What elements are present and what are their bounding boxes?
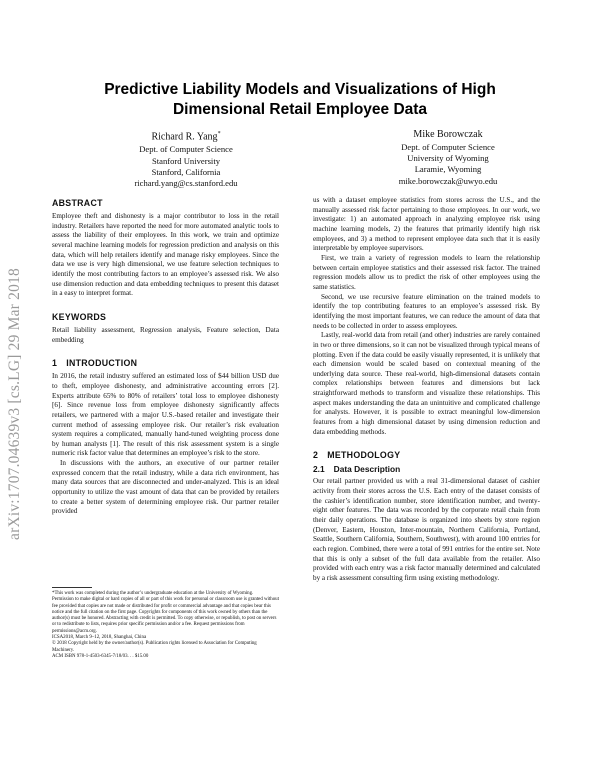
author-block-2 xyxy=(348,128,548,187)
keywords-text: Retail liability assessment, Regression analysis, Feature selection, Data embedding xyxy=(52,325,279,344)
intro-paragraph-4: First, we train a variety of regression models to learn the relationship between certain employee statistics and their assessed risk factor. The trained regression models allow us to predict the risk of other employees using the same statistics. xyxy=(313,253,540,291)
right-column xyxy=(313,196,540,584)
footnote-copyright: © 2018 Copyright held by the owner/author(s). Publication rights licensed to Association for Computing Machinery. xyxy=(52,641,257,653)
footnote-conference: ICSA2018, March 9–12, 2018, Shanghai, China xyxy=(52,635,147,641)
keywords-heading: KEYWORDS xyxy=(52,311,107,322)
author-affiliation-dept: Dept. of Computer Science xyxy=(139,144,233,155)
author-affiliation-dept: Dept. of Computer Science xyxy=(401,142,495,152)
author-affiliation-univ: University of Wyoming xyxy=(407,153,489,164)
footnotes xyxy=(52,587,279,660)
arxiv-stamp: arXiv:1707.04639v3 [cs.LG] 29 Mar 2018 xyxy=(6,268,23,540)
intro-paragraph-6: Lastly, real-world data from retail (and other) industries are rarely contained in two or three dimensions, so it can not be visualized through typical means of plotting. Even if the data could be easily visually represented, it is unlikely that each dimension would be scaled based on contextual meaning of the underlying data source. These real-world, high-dimensional datasets contain complex relationships between features and dimensions but lack straightforward methods to transform and visualize these relationships. This aspect makes understanding the data an unintuitive and complicated challenge for analysts. However, it is possible to extract meaningful low-dimension features from a high dimensional dataset by using dimension reduction and data embedding methods. xyxy=(313,331,540,436)
footnote-permission: Permission to make digital or hard copies of all or part of this work for personal or classroom use is granted without fee provided that copies are not made or distributed for profit or commercial advantage and that copies bear this notice and the full citation on the first page. Copyrights for components of this work owned by others than the author(s) must be honored. Abstracting with credit is permitted. To copy otherwise, or republish, to post on servers or to redistribute to lists, requires prior specific permission and/or a fee. Request permissions from permissions@acm.org. xyxy=(52,597,279,634)
author-email: mike.borowczak@uwyo.edu xyxy=(398,175,498,186)
intro-paragraph-1: In 2016, the retail industry suffered an estimated loss of $44 billion USD due to theft, employee dishonesty, and administrative accounting errors [2]. Experts attribute 65% to 80% of retailers’ total loss to employee dishonesty [6]. Since revenue loss from employee dishonesty significantly affects retailers, we partnered with a major U.S.-based retailer and investigate their current method of assessing employee risk. Our retailer’s risk evaluation system requires a complicated, manually hand-tuned weighting process done by human analysts [1]. The result of this risk assessment system is a single numeric risk factor value that determines an employee’s risk to the store. xyxy=(52,372,279,458)
footnote-rule xyxy=(52,587,92,588)
intro-paragraph-3: us with a dataset employee statistics from stores across the U.S., and the manually assessed risk factor pertaining to those employees. In our work, we investigate: 1) an automated approach in analyzing employee risk using machine learning models, 2) the features that primarily identify high risk employees, and 3) a method to represent employee data such that it is easily interpretable by employee supervisors. xyxy=(313,196,540,253)
intro-paragraph-2: In discussions with the authors, an executive of our partner retailer expressed concern that the retail industry, while a data rich environment, has many data sources that are disconnected and under-analyzed. This is an ideal opportunity to utilize the vast amount of data that can be provided by retailers to create a better system of determining employee risk. Our partner retailer provided xyxy=(52,459,279,516)
methodology-heading: 2 METHODOLOGY xyxy=(313,450,401,461)
methodology-paragraph-1: Our retail partner provided us with a real 31-dimensional dataset of cashier activity from their stores across the U.S. Each entry of the dataset consists of the cashier’s identification number, store identification number, and twenty-eight other features. The data was recorded by the corporate retail chain from their daily operations. The database is organized into sheets by store region (Denver, Eastern, Houston, Inter-mountain, Northern California, Portland, Seattle, Southern California, Southern, Southwest), with around 100 entries for each region. Combined, there were a total of 991 entries for the entire set. Note that this is only a subset of the full data available from the retailer. Also provided with each entry was a risk factor manually determined and calculated by a risk assessment consulting firm using existing methodology. xyxy=(313,477,540,582)
author-location: Stanford, California xyxy=(151,166,221,177)
abstract-text: Employee theft and dishonesty is a major contributor to loss in the retail industry. Retailers have reported the need for more automated analytic tools to assess the liability of their employees. In this work, we train and optimize several machine learning models for regression prediction and analysis on this data, which will help retailers identify and manage risky employees. Since the data we use is very high dimensional, we use feature selection techniques to identify the most contributing factors to an employee’s assessed risk. We also use dimension reduction and data embedding techniques to present this dataset in a easy to interpret format. xyxy=(52,212,279,298)
author-affiliation-univ: Stanford University xyxy=(151,155,221,166)
author-location: Laramie, Wyoming xyxy=(414,164,482,175)
author-name: Mike Borowczak xyxy=(413,129,483,140)
data-description-heading: 2.1 Data Description xyxy=(313,464,401,475)
author-block-1 xyxy=(86,128,286,189)
author-name: Richard R. Yang* xyxy=(151,131,221,143)
paper-title: Predictive Liability Models and Visualizations of High Dimensional Retail Employee Data xyxy=(104,81,496,118)
footnote-author-note: *This work was completed during the author’s undergraduate education at the University of Wyoming. xyxy=(52,591,254,596)
intro-heading: 1 INTRODUCTION xyxy=(52,358,138,369)
abstract-heading: ABSTRACT xyxy=(52,198,103,208)
footnote-isbn: ACM ISBN 978-1-4503-6345-7/18/03. . . $15.00 xyxy=(52,653,149,659)
intro-paragraph-5: Second, we use recursive feature elimination on the trained models to identify the top contributing features to an employee’s assessed risk. By identifying the most important features, we can reduce the amount of data that needs to be collected in order to assess employees. xyxy=(313,292,540,330)
author-email: richard.yang@cs.stanford.edu xyxy=(134,177,238,188)
left-column xyxy=(52,198,279,517)
